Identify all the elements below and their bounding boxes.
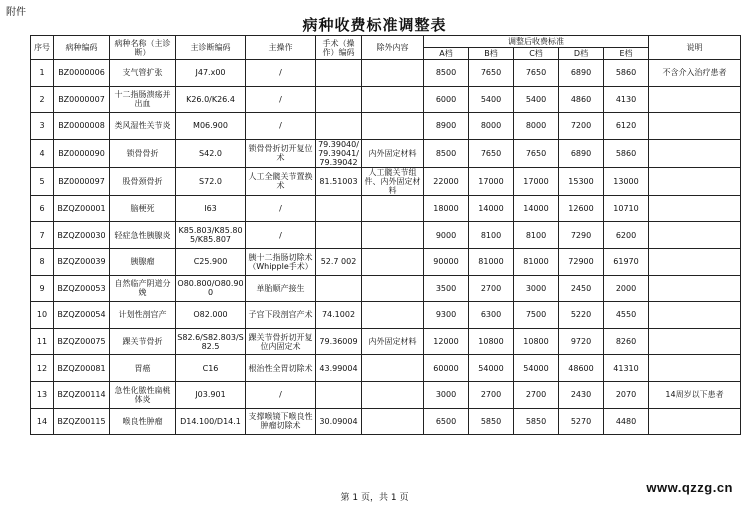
- cell-grade-c: 5850: [514, 408, 559, 435]
- cell-note: [649, 167, 741, 195]
- header-name: 病种名称（主诊断）: [110, 36, 176, 60]
- cell-diag-code: D14.100/D14.1: [176, 408, 246, 435]
- cell-op-code: 79.36009: [316, 328, 362, 355]
- cell-name: 脑梗死: [110, 195, 176, 222]
- cell-name: 踝关节骨折: [110, 328, 176, 355]
- header-diag-code: 主诊断编码: [176, 36, 246, 60]
- cell-op-code: [316, 275, 362, 302]
- cell-grade-e: 8260: [604, 328, 649, 355]
- cell-grade-e: 2070: [604, 381, 649, 408]
- cell-grade-a: 8500: [424, 139, 469, 167]
- cell-operation: /: [246, 381, 316, 408]
- header-note: 说明: [649, 36, 741, 60]
- cell-grade-d: 12600: [559, 195, 604, 222]
- cell-operation: /: [246, 195, 316, 222]
- cell-grade-c: 14000: [514, 195, 559, 222]
- cell-grade-b: 5400: [469, 86, 514, 113]
- cell-grade-d: 15300: [559, 167, 604, 195]
- cell-grade-c: 7650: [514, 60, 559, 87]
- cell-operation: 单胎顺产接生: [246, 275, 316, 302]
- cell-seq: 3: [31, 113, 54, 140]
- header-code: 病种编码: [54, 36, 110, 60]
- cell-exclusion: [362, 113, 424, 140]
- cell-name: 十二指肠溃疡并出血: [110, 86, 176, 113]
- cell-op-code: [316, 60, 362, 87]
- cell-code: BZ0000006: [54, 60, 110, 87]
- cell-code: BZQZ00075: [54, 328, 110, 355]
- cell-diag-code: C25.900: [176, 248, 246, 275]
- cell-seq: 1: [31, 60, 54, 87]
- cell-note: [649, 275, 741, 302]
- cell-op-code: 52.7 002: [316, 248, 362, 275]
- cell-grade-c: 2700: [514, 381, 559, 408]
- cell-grade-d: 7200: [559, 113, 604, 140]
- header-adjusted: 调整后收费标准: [424, 36, 649, 48]
- cell-exclusion: [362, 248, 424, 275]
- table-body: [31, 60, 741, 435]
- cell-grade-a: 12000: [424, 328, 469, 355]
- cell-op-code: 81.51003: [316, 167, 362, 195]
- cell-exclusion: 内外固定材料: [362, 328, 424, 355]
- cell-diag-code: C16: [176, 355, 246, 382]
- cell-code: BZ0000008: [54, 113, 110, 140]
- header-operation: 主操作: [246, 36, 316, 60]
- cell-diag-code: O82.000: [176, 302, 246, 329]
- cell-op-code: [316, 113, 362, 140]
- cell-grade-e: 5860: [604, 60, 649, 87]
- cell-code: BZQZ00053: [54, 275, 110, 302]
- cell-grade-a: 8500: [424, 60, 469, 87]
- cell-grade-a: 6500: [424, 408, 469, 435]
- cell-operation: /: [246, 60, 316, 87]
- table-row: [31, 86, 741, 113]
- cell-op-code: 74.1002: [316, 302, 362, 329]
- cell-diag-code: S42.0: [176, 139, 246, 167]
- table-row: [31, 167, 741, 195]
- cell-grade-d: 6890: [559, 60, 604, 87]
- cell-note: [649, 328, 741, 355]
- cell-grade-c: 7500: [514, 302, 559, 329]
- cell-diag-code: J47.x00: [176, 60, 246, 87]
- cell-grade-a: 22000: [424, 167, 469, 195]
- table-row: [31, 381, 741, 408]
- cell-note: [649, 139, 741, 167]
- cell-grade-b: 8000: [469, 113, 514, 140]
- table-row: [31, 328, 741, 355]
- cell-exclusion: [362, 275, 424, 302]
- cell-grade-d: 4860: [559, 86, 604, 113]
- page-title: 病种收费标准调整表: [302, 16, 447, 34]
- cell-code: BZQZ00115: [54, 408, 110, 435]
- table-row: [31, 222, 741, 249]
- attachment-label: 附件: [6, 7, 26, 18]
- cell-seq: 7: [31, 222, 54, 249]
- cell-seq: 5: [31, 167, 54, 195]
- cell-op-code: 43.99004: [316, 355, 362, 382]
- cell-grade-e: 6120: [604, 113, 649, 140]
- cell-name: 自然临产阴道分娩: [110, 275, 176, 302]
- cell-exclusion: [362, 86, 424, 113]
- cell-op-code: [316, 86, 362, 113]
- cell-seq: 12: [31, 355, 54, 382]
- cell-operation: 胰十二指肠切除术（Whipple手术）: [246, 248, 316, 275]
- cell-diag-code: O80.800/O80.900: [176, 275, 246, 302]
- cell-code: BZQZ00081: [54, 355, 110, 382]
- cell-grade-c: 81000: [514, 248, 559, 275]
- cell-note: [649, 302, 741, 329]
- cell-note: [649, 113, 741, 140]
- table-row: [31, 408, 741, 435]
- cell-op-code: 79.39040/79.39041/79.39042: [316, 139, 362, 167]
- cell-operation: 支撑喉镜下喉良性肿瘤切除术: [246, 408, 316, 435]
- cell-grade-e: 5860: [604, 139, 649, 167]
- cell-exclusion: [362, 195, 424, 222]
- cell-grade-c: 7650: [514, 139, 559, 167]
- cell-seq: 11: [31, 328, 54, 355]
- watermark: www.qzzg.cn: [646, 480, 733, 495]
- cell-grade-b: 2700: [469, 275, 514, 302]
- cell-exclusion: 人工髋关节组件、内外固定材料: [362, 167, 424, 195]
- cell-grade-c: 17000: [514, 167, 559, 195]
- cell-note: [649, 355, 741, 382]
- header-row: [31, 36, 741, 48]
- cell-code: BZQZ00030: [54, 222, 110, 249]
- cell-grade-a: 6000: [424, 86, 469, 113]
- header-grade-d: D档: [559, 48, 604, 60]
- cell-name: 类风湿性关节炎: [110, 113, 176, 140]
- cell-diag-code: K26.0/K26.4: [176, 86, 246, 113]
- cell-operation: 根治性全胃切除术: [246, 355, 316, 382]
- cell-exclusion: 内外固定材料: [362, 139, 424, 167]
- cell-grade-c: 8000: [514, 113, 559, 140]
- table-row: [31, 113, 741, 140]
- cell-name: 胰腺瘤: [110, 248, 176, 275]
- cell-code: BZQZ00001: [54, 195, 110, 222]
- cell-exclusion: [362, 381, 424, 408]
- table-row: [31, 60, 741, 87]
- cell-note: 14周岁以下患者: [649, 381, 741, 408]
- cell-exclusion: [362, 408, 424, 435]
- table-row: [31, 139, 741, 167]
- cell-note: [649, 195, 741, 222]
- cell-diag-code: M06.900: [176, 113, 246, 140]
- cell-grade-e: 6200: [604, 222, 649, 249]
- cell-grade-c: 3000: [514, 275, 559, 302]
- cell-grade-b: 17000: [469, 167, 514, 195]
- cell-name: 股骨颈骨折: [110, 167, 176, 195]
- cell-grade-b: 8100: [469, 222, 514, 249]
- cell-diag-code: I63: [176, 195, 246, 222]
- cell-grade-c: 8100: [514, 222, 559, 249]
- cell-grade-b: 7650: [469, 139, 514, 167]
- header-seq: 序号: [31, 36, 54, 60]
- cell-grade-c: 10800: [514, 328, 559, 355]
- cell-operation: 子宫下段剖宫产术: [246, 302, 316, 329]
- cell-diag-code: J03.901: [176, 381, 246, 408]
- header-op-code: 手术（操作）编码: [316, 36, 362, 60]
- cell-name: 轻症急性胰腺炎: [110, 222, 176, 249]
- header-grade-b: B档: [469, 48, 514, 60]
- cell-code: BZ0000007: [54, 86, 110, 113]
- header-grade-e: E档: [604, 48, 649, 60]
- cell-name: 胃癌: [110, 355, 176, 382]
- fee-table: [30, 35, 741, 435]
- cell-grade-d: 5220: [559, 302, 604, 329]
- cell-diag-code: S82.6/S82.803/S82.5: [176, 328, 246, 355]
- table-row: [31, 248, 741, 275]
- cell-grade-c: 5400: [514, 86, 559, 113]
- cell-seq: 14: [31, 408, 54, 435]
- page-footer: 第 1 页，共 1 页: [340, 493, 409, 503]
- cell-operation: /: [246, 222, 316, 249]
- cell-name: 锁骨骨折: [110, 139, 176, 167]
- cell-grade-a: 90000: [424, 248, 469, 275]
- cell-op-code: [316, 222, 362, 249]
- cell-operation: /: [246, 86, 316, 113]
- cell-grade-d: 7290: [559, 222, 604, 249]
- cell-seq: 2: [31, 86, 54, 113]
- cell-code: BZQZ00054: [54, 302, 110, 329]
- cell-note: 不含介入治疗患者: [649, 60, 741, 87]
- cell-seq: 4: [31, 139, 54, 167]
- cell-name: 支气管扩张: [110, 60, 176, 87]
- cell-seq: 10: [31, 302, 54, 329]
- cell-grade-d: 72900: [559, 248, 604, 275]
- header-grade-c: C档: [514, 48, 559, 60]
- cell-grade-a: 9300: [424, 302, 469, 329]
- cell-exclusion: [362, 222, 424, 249]
- cell-seq: 6: [31, 195, 54, 222]
- table-row: [31, 195, 741, 222]
- cell-grade-a: 3500: [424, 275, 469, 302]
- cell-code: BZQZ00114: [54, 381, 110, 408]
- cell-grade-b: 10800: [469, 328, 514, 355]
- cell-grade-e: 10710: [604, 195, 649, 222]
- table-row: [31, 302, 741, 329]
- cell-grade-b: 81000: [469, 248, 514, 275]
- cell-code: BZ0000097: [54, 167, 110, 195]
- cell-op-code: [316, 195, 362, 222]
- cell-grade-d: 48600: [559, 355, 604, 382]
- cell-code: BZ0000090: [54, 139, 110, 167]
- cell-grade-a: 60000: [424, 355, 469, 382]
- header-grade-a: A档: [424, 48, 469, 60]
- cell-operation: 锁骨骨折切开复位术: [246, 139, 316, 167]
- cell-op-code: [316, 381, 362, 408]
- cell-operation: 人工全髋关节置换术: [246, 167, 316, 195]
- table-row: [31, 355, 741, 382]
- cell-operation: /: [246, 113, 316, 140]
- cell-seq: 13: [31, 381, 54, 408]
- cell-grade-d: 9720: [559, 328, 604, 355]
- cell-note: [649, 86, 741, 113]
- cell-grade-d: 5270: [559, 408, 604, 435]
- cell-op-code: 30.09004: [316, 408, 362, 435]
- cell-note: [649, 222, 741, 249]
- cell-exclusion: [362, 302, 424, 329]
- cell-grade-b: 54000: [469, 355, 514, 382]
- cell-grade-e: 61970: [604, 248, 649, 275]
- cell-name: 计划性剖宫产: [110, 302, 176, 329]
- cell-grade-a: 3000: [424, 381, 469, 408]
- cell-diag-code: K85.803/K85.805/K85.807: [176, 222, 246, 249]
- cell-grade-e: 4130: [604, 86, 649, 113]
- cell-name: 急性化脓性扁桃体炎: [110, 381, 176, 408]
- table-row: [31, 275, 741, 302]
- cell-grade-d: 6890: [559, 139, 604, 167]
- cell-diag-code: S72.0: [176, 167, 246, 195]
- cell-grade-a: 9000: [424, 222, 469, 249]
- header-exclusion: 除外内容: [362, 36, 424, 60]
- cell-grade-b: 7650: [469, 60, 514, 87]
- cell-seq: 9: [31, 275, 54, 302]
- cell-grade-e: 4550: [604, 302, 649, 329]
- cell-name: 喉良性肿瘤: [110, 408, 176, 435]
- cell-grade-c: 54000: [514, 355, 559, 382]
- cell-grade-b: 2700: [469, 381, 514, 408]
- cell-note: [649, 248, 741, 275]
- cell-grade-e: 2000: [604, 275, 649, 302]
- cell-grade-b: 14000: [469, 195, 514, 222]
- cell-grade-a: 18000: [424, 195, 469, 222]
- cell-grade-e: 13000: [604, 167, 649, 195]
- cell-exclusion: [362, 355, 424, 382]
- cell-grade-d: 2450: [559, 275, 604, 302]
- cell-grade-a: 8900: [424, 113, 469, 140]
- cell-grade-b: 5850: [469, 408, 514, 435]
- cell-grade-e: 4480: [604, 408, 649, 435]
- cell-note: [649, 408, 741, 435]
- cell-exclusion: [362, 60, 424, 87]
- cell-seq: 8: [31, 248, 54, 275]
- cell-grade-b: 6300: [469, 302, 514, 329]
- cell-grade-e: 41310: [604, 355, 649, 382]
- cell-grade-d: 2430: [559, 381, 604, 408]
- cell-operation: 踝关节骨折切开复位内固定术: [246, 328, 316, 355]
- cell-code: BZQZ00039: [54, 248, 110, 275]
